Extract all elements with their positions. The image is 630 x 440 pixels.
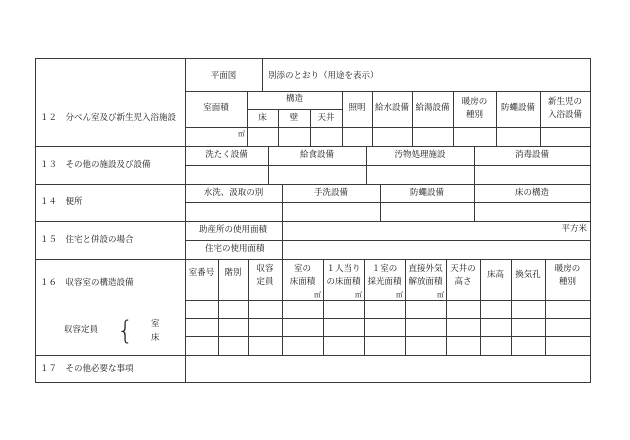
room-number-header: 室番号: [188, 268, 215, 278]
line-plan-bottom: [185, 91, 591, 92]
plan-value: 別添のとおり（用途を表示）: [268, 71, 379, 81]
capacity-header-line2: 定員: [256, 277, 274, 287]
handwash-header: 手洗設備: [313, 188, 348, 198]
line-s12-bottom: [35, 146, 591, 147]
line-s12-data: [185, 127, 591, 128]
disinfection-header: 消毒設備: [514, 150, 549, 160]
open-area-header-line2: 解放面積: [408, 277, 443, 287]
water-supply-header: 給水設備: [374, 103, 409, 113]
floor-structure-header: 床の構造: [514, 188, 549, 198]
wall-header: 壁: [289, 113, 299, 123]
waste-header: 汚物処理施設: [394, 150, 446, 160]
lighting-area-header-line1: １室の: [371, 264, 398, 274]
heating-header-line2: 種別: [465, 110, 483, 120]
per-person-area-unit: ㎡: [355, 291, 362, 299]
plan-label: 平面図: [210, 71, 237, 81]
section-16-label: １６ 収容室の構造設備: [40, 278, 134, 288]
line-s15-mid: [185, 240, 591, 241]
section-12-label: １２ 分べん室及び新生児入浴施設: [40, 113, 177, 123]
line-structure-sub: [247, 109, 342, 110]
brace-icon: {: [117, 316, 134, 346]
capacity-bed-label: 床: [151, 333, 160, 343]
house-area-label: 住宅の使用面積: [205, 244, 265, 254]
room-heating-header-line2: 種別: [558, 277, 576, 287]
line-s12-c5: [372, 91, 373, 147]
capacity-header-line1: 収容: [256, 264, 274, 274]
lighting-area-header-line2: 採光面積: [367, 277, 402, 287]
heating-header-line1: 暖房の: [461, 97, 488, 107]
section-13-label: １３ その他の施設及び設備: [40, 160, 151, 170]
line-bottom: [35, 382, 591, 383]
toilet-fly-screen-header: 防蠅設備: [409, 188, 444, 198]
ceiling-header: 天井: [317, 113, 335, 123]
line-right: [590, 58, 591, 383]
room-floor-area-header-line2: 床面積: [289, 277, 316, 287]
midwife-area-label: 助産所の使用面積: [199, 225, 268, 235]
open-area-header-line1: 直接外気: [408, 264, 443, 274]
line-s12-c4: [342, 91, 343, 147]
line-plan-divider: [262, 58, 263, 92]
ceiling-height-header-line1: 天井の: [450, 264, 476, 274]
floor-level-header: 階別: [224, 268, 242, 278]
room-floor-area-unit: ㎡: [314, 291, 321, 299]
line-s13-bottom: [35, 184, 591, 185]
fly-screen-header: 防蠅設備: [500, 103, 535, 113]
area-unit: 平方米: [561, 224, 587, 234]
capacity-label: 収容定員: [64, 325, 99, 335]
line-s16-row3: [185, 336, 591, 337]
line-top: [35, 58, 591, 59]
lighting-area-unit: ㎡: [396, 291, 403, 299]
open-area-unit: ㎡: [437, 291, 444, 299]
line-s12-c6: [412, 91, 413, 147]
lighting-header: 照明: [348, 103, 366, 113]
line-s15-c1: [282, 221, 283, 260]
line-s13-mid: [185, 165, 591, 166]
hot-water-header: 給湯設備: [415, 103, 450, 113]
line-s16-bottom: [35, 355, 591, 356]
newborn-header-line2: 入浴設備: [547, 110, 582, 120]
floor-height-header: 床高: [486, 270, 504, 280]
newborn-header-line1: 新生児の: [547, 97, 582, 107]
line-s16-row2: [185, 318, 591, 319]
line-s15-bottom: [35, 259, 591, 260]
room-area-header: 室面積: [203, 103, 229, 113]
line-s14-bottom: [35, 221, 591, 222]
per-person-area-header-line1: １人当り: [326, 264, 361, 274]
capacity-room-label: 室: [151, 319, 160, 329]
room-heating-header-line1: 暖房の: [554, 264, 581, 274]
line-s12-c8: [496, 91, 497, 147]
catering-header: 給食設備: [299, 150, 334, 160]
section-14-label: １４ 便所: [40, 197, 83, 207]
line-left: [35, 58, 36, 383]
flush-type-header: 水洗、汲取の別: [203, 188, 264, 198]
section-17-label: １７ その他必要な事項: [40, 364, 134, 374]
room-floor-area-header-line1: 室の: [293, 264, 311, 274]
room-area-unit: ㎡: [238, 130, 245, 138]
laundry-header: 洗たく設備: [205, 150, 248, 160]
vent-header: 換気孔: [515, 270, 541, 280]
ceiling-height-header-line2: 高さ: [454, 277, 472, 287]
per-person-area-header-line2: の床面積: [326, 277, 361, 287]
structure-header: 構造: [285, 94, 303, 104]
line-s14-mid: [185, 202, 591, 203]
floor-header: 床: [258, 113, 267, 123]
section-15-label: １５ 住宅と併設の場合: [40, 235, 134, 245]
